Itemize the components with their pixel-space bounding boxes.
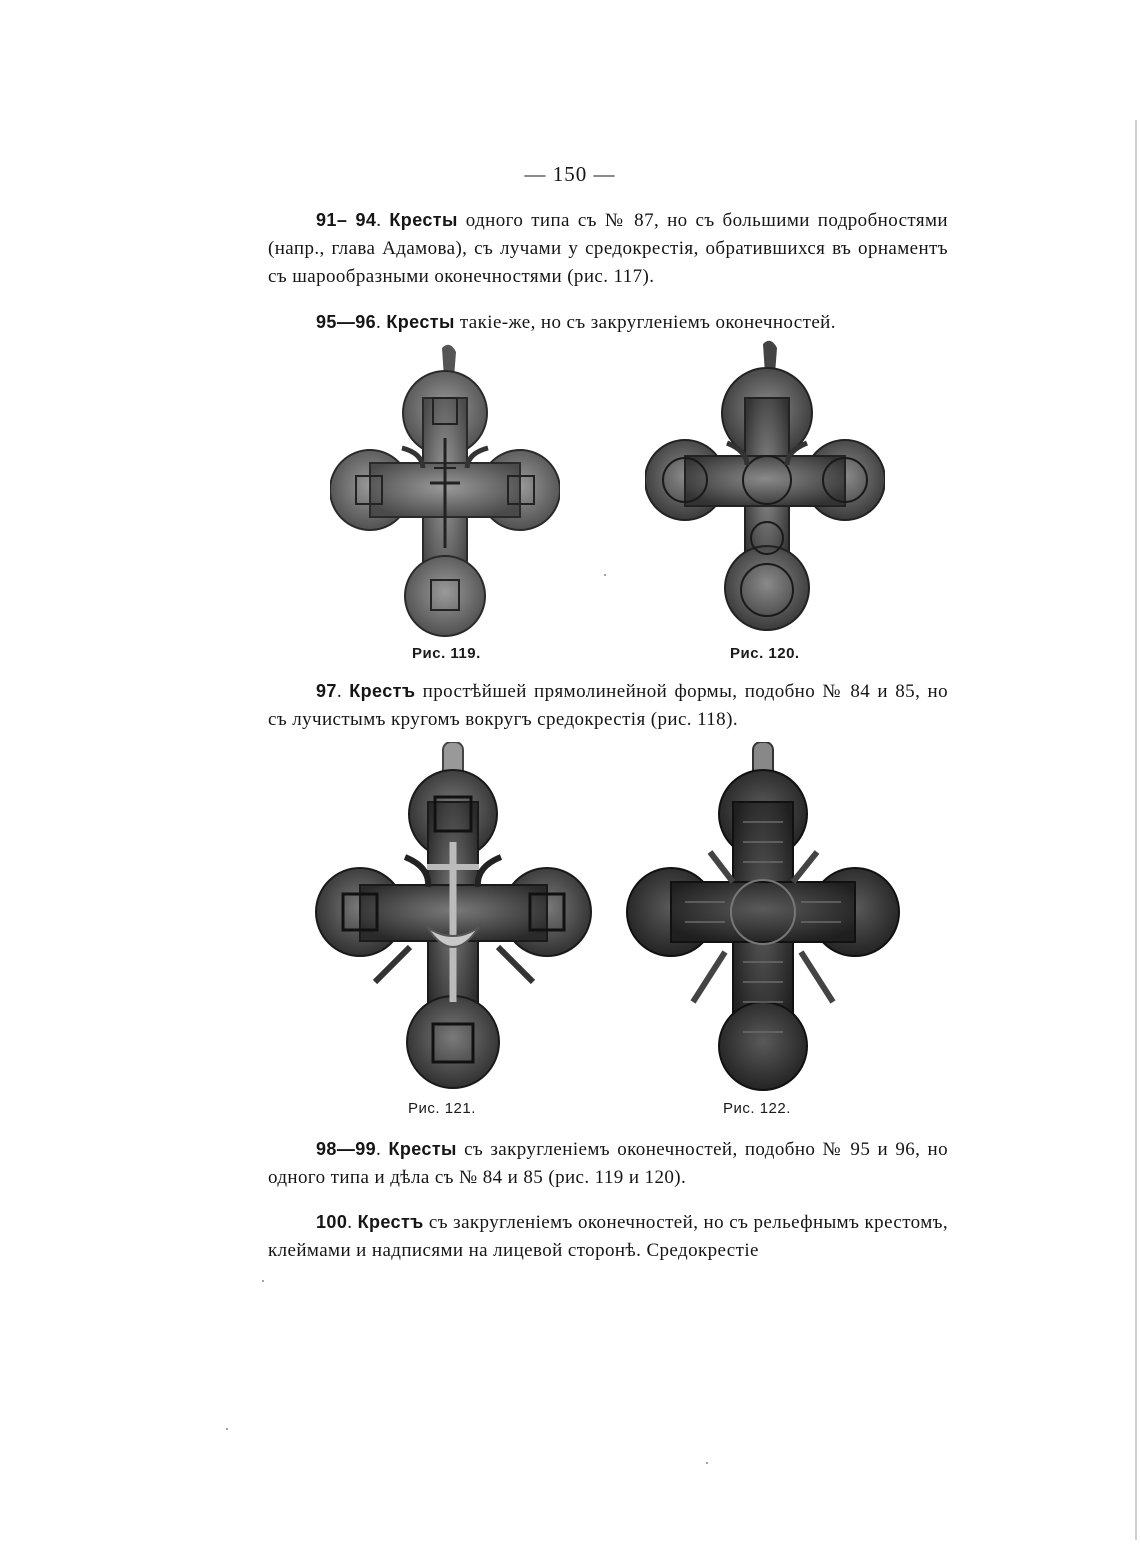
entry-number: 98—99: [316, 1139, 377, 1159]
entry-100: 100. Крестъ съ закругленіемъ оконечностей, но съ рельефнымъ крестомъ, клеймами и надписями на лицевой сторонѣ. Средокрестіе: [268, 1212, 948, 1261]
entry-number: 91– 94: [316, 210, 377, 230]
entry-number: 97: [316, 681, 337, 701]
figure-120-caption: Рис. 120.: [730, 645, 800, 662]
entry-text: съ закругленіемъ оконечностей, но съ рельефнымъ крестомъ, клеймами и надписями на лицевой сторонѣ. Средокрестіе: [268, 1212, 948, 1261]
page-number: — 150 —: [524, 162, 616, 186]
entry-text: съ закругленіемъ оконечностей, подобно № 95 и 96, но одного типа и дѣла съ № 84 и 85 (рис. 119 и 120).: [268, 1139, 948, 1188]
entry-number: 100: [316, 1212, 348, 1232]
entry-keyword: Крестъ: [349, 681, 416, 701]
entry-97: 97. Крестъ простѣйшей прямолинейной формы, подобно № 84 и 85, но съ лучистымъ кругомъ вокругъ средокрестія (рис. 118).: [268, 681, 948, 730]
scan-speck: [262, 1280, 264, 1282]
entry-95-96: 95—96. Кресты такіе-же, но съ закругленіемъ оконечностей.: [316, 312, 836, 333]
scan-speck: [706, 1462, 708, 1464]
figure-121-caption: Рис. 121.: [408, 1100, 476, 1117]
figure-122-cross-image: [625, 742, 900, 1092]
entry-91-94: 91– 94. Кресты одного типа съ № 87, но съ большими подробностями (напр., глава Адамова), съ лучами у средокрестія, обратившихся въ орнаментъ съ шарообразными оконечностями (рис. 117).: [268, 210, 948, 287]
entry-keyword: Кресты: [388, 1139, 457, 1159]
entry-text: такіе-же, но съ закругленіемъ оконечностей.: [459, 312, 836, 333]
entry-keyword: Кресты: [386, 312, 455, 332]
entry-keyword: Крестъ: [357, 1212, 424, 1232]
figure-119-cross-image: [330, 338, 560, 638]
entry-text: одного типа съ № 87, но съ большими подробностями (напр., глава Адамова), съ лучами у средокрестія, обратившихся въ орнаментъ съ шарообразными оконечностями (рис. 117).: [268, 210, 948, 287]
entry-keyword: Кресты: [389, 210, 458, 230]
entry-text: простѣйшей прямолинейной формы, подобно № 84 и 85, но съ лучистымъ кругомъ вокругъ средокрестія (рис. 118).: [268, 681, 948, 730]
scan-speck: [226, 1428, 228, 1430]
entry-98-99: 98—99. Кресты съ закругленіемъ оконечностей, подобно № 95 и 96, но одного типа и дѣла съ № 84 и 85 (рис. 119 и 120).: [268, 1139, 948, 1188]
page-edge-shadow: [1135, 120, 1137, 1540]
figure-120-cross-image: [645, 338, 885, 638]
figure-119-caption: Рис. 119.: [412, 645, 481, 662]
figure-122-caption: Рис. 122.: [723, 1100, 791, 1117]
figure-121-cross-image: [315, 742, 595, 1092]
entry-number: 95—96: [316, 312, 377, 332]
scan-speck: [604, 574, 606, 576]
